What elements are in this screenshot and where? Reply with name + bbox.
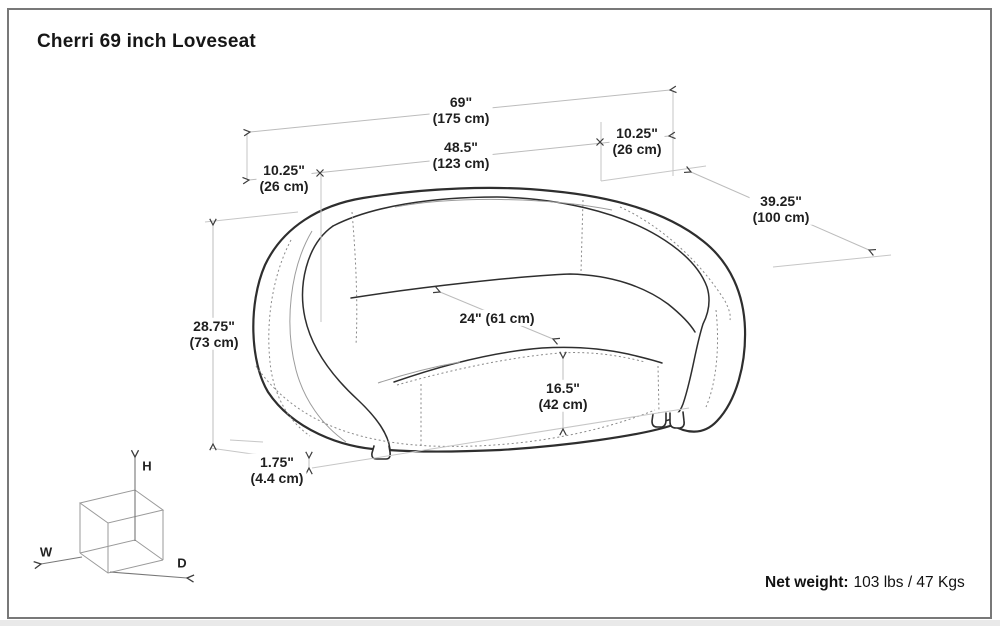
axis-label-depth: D	[177, 555, 187, 571]
bottom-strip	[0, 620, 1000, 626]
dim-left-arm-width-label: 10.25" (26 cm)	[256, 162, 311, 194]
axis-label-width: W	[39, 544, 53, 560]
dim-right-arm-width-label: 10.25" (26 cm)	[609, 125, 664, 157]
dim-seat-height-label: 16.5" (42 cm)	[535, 380, 590, 412]
dim-seat-depth-label: 24" (61 cm)	[456, 310, 537, 326]
net-weight-value: 103 lbs / 47 Kgs	[853, 574, 965, 591]
dim-height-label: 28.75" (73 cm)	[186, 318, 241, 350]
page-title: Cherri 69 inch Loveseat	[37, 31, 256, 52]
dim-seat-width-label: 48.5" (123 cm)	[430, 139, 493, 171]
net-weight-label: Net weight:	[765, 574, 849, 591]
sofa-foot-right-b	[670, 412, 684, 428]
sofa-foot-right-a	[652, 413, 666, 427]
dim-overall-width-label: 69" (175 cm)	[430, 94, 493, 126]
net-weight	[765, 574, 965, 592]
axis-label-height: H	[142, 458, 152, 474]
dim-leg-height-label: 1.75" (4.4 cm)	[248, 454, 307, 486]
dim-depth-label: 39.25" (100 cm)	[750, 193, 813, 225]
orientation-cube-icon	[41, 457, 187, 578]
axis-depth-arrow	[110, 572, 187, 578]
